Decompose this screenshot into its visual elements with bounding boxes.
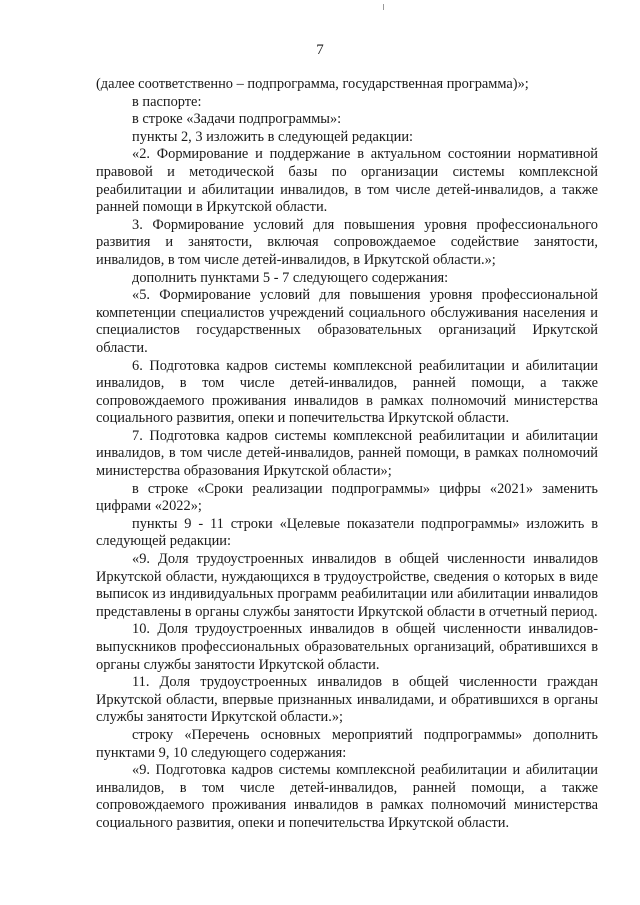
paragraph: «2. Формирование и поддержание в актуальном состоянии нормативной правовой и методической базы по организации системы комплексной реабилитации и абилитации инвалидов, в том числе детей-инвалидов, а также ранней помощи в Иркутской области. (96, 146, 598, 216)
page-number: 7 (316, 42, 324, 58)
paragraph: 3. Формирование условий для повышения уровня профессионального развития и занятости, включая сопровождаемое содействие занятости, инвалидов, в том числе детей-инвалидов, в Иркутской области.»; (96, 216, 598, 268)
paragraph: в строке «Сроки реализации подпрограммы» цифры «2021» заменить цифрами «2022»; (96, 480, 598, 515)
paragraph: 7. Подготовка кадров системы комплексной реабилитации и абилитации инвалидов, в том числе детей-инвалидов, ранней помощи, в рамках полномочий министерства образования Иркутской области»; (96, 427, 598, 480)
paragraph: строку «Перечень основных мероприятий подпрограммы» дополнить пунктами 9, 10 следующего содержания: (96, 726, 598, 761)
paragraph: в паспорте: (132, 93, 202, 110)
paragraph: 11. Доля трудоустроенных инвалидов в общей численности граждан Иркутской области, впервые признанных инвалидами, и обратившихся в органы службы занятости Иркутской области.»; (96, 674, 598, 726)
paragraph: пункты 2, 3 изложить в следующей редакции: (132, 128, 414, 145)
scan-artifact-mark (383, 4, 384, 10)
paragraph: «9. Доля трудоустроенных инвалидов в общей численности инвалидов Иркутской области, нуждающихся в трудоустройстве, сведения о которых в виде выписок из индивидуальных программ реабилитации или абилитации инвалидов представлены в органы службы занятости Иркутской области в отчетный период. (96, 551, 598, 620)
paragraph: (далее соответственно – подпрограмма, государственная программа)»; (96, 76, 529, 92)
paragraph: «5. Формирование условий для повышения уровня профессиональной компетенции специалистов учреждений социального обслуживания населения и специалистов государственных образовательных организаций Иркутской области. (96, 287, 598, 356)
document-body (96, 76, 598, 833)
paragraph: 10. Доля трудоустроенных инвалидов в общей численности инвалидов-выпускников профессиональных образовательных организаций, обратившихся в органы службы занятости Иркутской области. (96, 621, 598, 673)
paragraph: пункты 9 - 11 строки «Целевые показатели подпрограммы» изложить в следующей редакции: (96, 515, 598, 550)
paragraph: 6. Подготовка кадров системы комплексной реабилитации и абилитации инвалидов, в том числе детей-инвалидов, ранней помощи, а также сопровождаемого проживания инвалидов в рамках полномочий министерства социального развития, опеки и попечительства Иркутской области. (96, 357, 598, 427)
paragraph: в строке «Задачи подпрограммы»: (132, 111, 342, 128)
paragraph: «9. Подготовка кадров системы комплексной реабилитации и абилитации инвалидов, в том числе детей-инвалидов, ранней помощи, а также сопровождаемого проживания инвалидов в рамках полномочий министерства социального развития, опеки и попечительства Иркутской области. (96, 762, 598, 831)
paragraph: дополнить пунктами 5 - 7 следующего содержания: (132, 269, 449, 286)
